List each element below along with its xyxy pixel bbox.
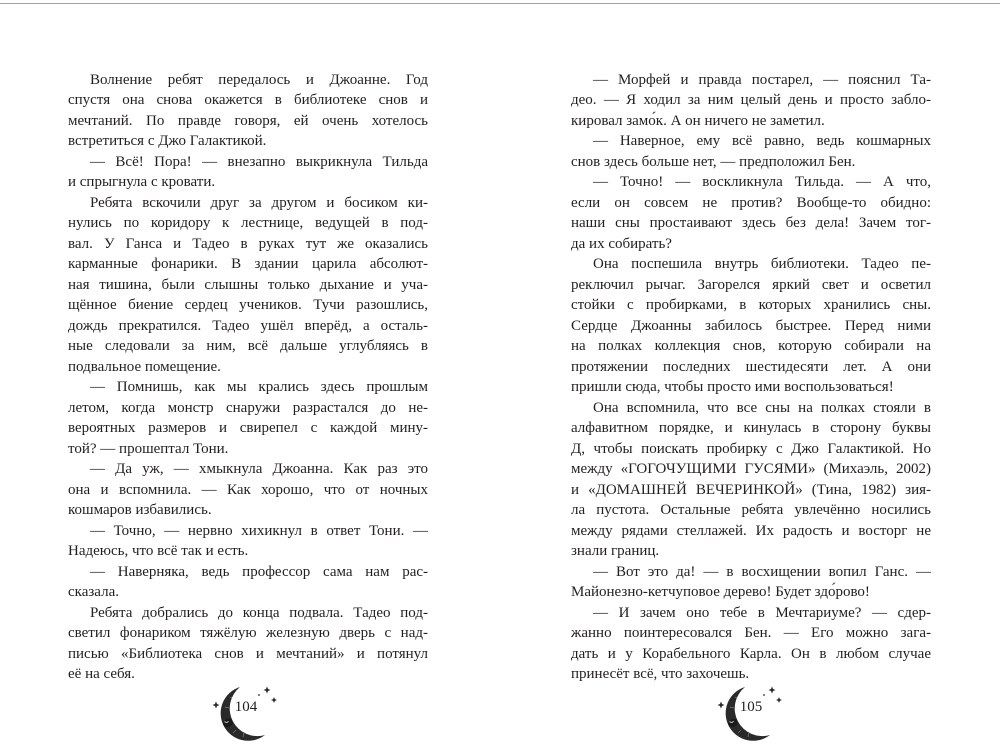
- text-line: если он совсем не против? Вообще-то обидно:: [571, 194, 931, 211]
- paragraph: [571, 131, 931, 172]
- paragraph: [571, 603, 931, 685]
- text-line: — Точно, — нервно хихикнул в ответ Тони. —: [90, 522, 428, 539]
- text-line: жанно поинтересовался Бен. — Его можно зага-: [571, 625, 931, 642]
- paragraph: [68, 193, 428, 377]
- page-ornament: [210, 683, 282, 747]
- text-line: её на себя.: [68, 666, 135, 683]
- text-line: да их собирать?: [571, 235, 672, 252]
- text-line: — Помнишь, как мы крались здесь прошлым: [90, 379, 428, 396]
- text-line: — Наверное, ему всё равно, ведь кошмарных: [593, 133, 931, 150]
- paragraph: [68, 603, 428, 685]
- text-line: подвальное помещение.: [68, 358, 221, 375]
- text-line: алфавитном порядке, и кинулась в сторону буквы: [571, 420, 931, 437]
- text-line: принесёт всё, что захочешь.: [571, 666, 750, 683]
- text-line: ная тишина, были слышны только дыхание и уча-: [68, 276, 428, 293]
- text-line: знали границ.: [571, 543, 660, 560]
- text-line: — Морфей и правда постарел, — пояснил Та-: [593, 72, 931, 88]
- text-line: Ребята добрались до конца подвала. Тадео под-: [90, 604, 428, 621]
- text-line: кировал замо́к. А он ничего не заметил.: [571, 112, 825, 129]
- text-line: протяжении последних шестидесяти лет. А они: [571, 358, 931, 375]
- text-line: Д, чтобы поискать пробирку с Джо Галактикой. Но: [571, 440, 931, 457]
- text-line: щённое биение сердец учеников. Тучи разошлись,: [68, 297, 428, 314]
- paragraph: [68, 562, 428, 603]
- star-icon: [769, 687, 776, 694]
- text-line: летом, когда монстр снаружи разрастался до не-: [68, 399, 428, 416]
- text-line: снов здесь больше нет, — предположил Бен.: [571, 153, 856, 170]
- text-line: стойки с пробирками, в которых хранились сны.: [571, 297, 931, 314]
- text-line: светил фонариком тяжёлую железную дверь с над-: [68, 625, 428, 642]
- text-line: Ребята вскочили друг за другом и босиком ки-: [90, 194, 428, 211]
- text-line: писью «Библиотека снов и мечтаний» и потянул: [68, 645, 428, 662]
- text-line: она и вспомнила. — Как хорошо, что от ночных: [68, 481, 428, 498]
- text-line: встретиться с Джо Галактикой.: [68, 133, 267, 150]
- text-line: на полках коллекция снов, которую собирали на: [571, 338, 931, 355]
- star-dot-icon: [763, 694, 765, 696]
- text-line: — Точно! — воскликнула Тильда. — А что,: [593, 174, 931, 191]
- star-icon: [776, 697, 782, 703]
- paragraph: [68, 521, 428, 562]
- text-line: дождь прекратился. Тадео ушёл вперёд, а осталь-: [68, 317, 428, 334]
- paragraph: [571, 70, 931, 131]
- text-line: Она вспомнила, что все сны на полках стояли в: [593, 399, 931, 416]
- page-number: 104: [234, 699, 258, 715]
- text-line: и спрыгнула с кровати.: [68, 174, 216, 191]
- star-icon: [271, 697, 277, 703]
- paragraph: [571, 398, 931, 562]
- paragraph: [571, 172, 931, 254]
- paragraph: [68, 70, 428, 152]
- text-line: мечтаний. По правде говоря, ей очень хотелось: [68, 112, 428, 129]
- paragraph: [571, 562, 931, 603]
- paragraph: [571, 254, 931, 397]
- text-line: Сердце Джоанны забилось быстрее. Перед ними: [571, 317, 931, 334]
- text-line: — Да уж, — хмыкнула Джоанна. Как раз это: [90, 461, 428, 478]
- text-line: — Всё! Пора! — внезапно выкрикнула Тильда: [90, 153, 428, 170]
- text-line: ные следовали за ним, всё дальше углубляясь в: [68, 338, 428, 355]
- star-dot-icon: [258, 694, 260, 696]
- text-line: той? — прошептал Тони.: [68, 440, 229, 457]
- paragraph: [68, 459, 428, 520]
- text-line: между рядами стеллажей. Их радость и восторг не: [571, 522, 931, 539]
- page-text: [68, 70, 428, 685]
- text-line: Она поспешила внутрь библиотеки. Тадео пе-: [593, 256, 931, 273]
- star-icon: [213, 702, 220, 709]
- star-icon: [718, 702, 725, 709]
- text-line: — И зачем оно тебе в Мечтариуме? — сдер-: [593, 604, 931, 621]
- star-icon: [264, 687, 271, 694]
- text-line: — Вот это да! — в восхищении вопил Ганс. —: [593, 563, 931, 580]
- text-line: вероятных размеров и свирепел с каждой мину-: [68, 420, 428, 437]
- text-line: и «ДОМАШНЕЙ ВЕЧЕРИНКОЙ» (Тина, 1982) зия-: [571, 481, 931, 498]
- text-line: спустя она снова окажется в библиотеке снов и: [68, 92, 428, 109]
- text-line: кошмаров избавились.: [68, 502, 212, 519]
- paragraph: [68, 152, 428, 193]
- paragraph: [68, 377, 428, 459]
- text-line: нулись по коридору к лестнице, ведущей в под-: [68, 215, 428, 232]
- text-line: Волнение ребят передалось и Джоанне. Год: [90, 72, 428, 88]
- text-line: между «ГОГОЧУЩИМИ ГУСЯМИ» (Михаэль, 2002): [571, 461, 931, 478]
- text-line: — Наверняка, ведь профессор сама нам рас-: [90, 563, 428, 580]
- page-ornament: [715, 683, 787, 747]
- text-line: наши сны простаивают здесь без дела! Зачем тог-: [571, 215, 931, 232]
- text-line: Майонезно-кетчуповое дерево! Будет здо́рово!: [571, 584, 870, 601]
- text-line: део. — Я ходил за ним целый день и просто забло-: [571, 92, 931, 109]
- page-text: [571, 70, 931, 685]
- text-line: вал. У Ганса и Тадео в руках тут же оказались: [68, 235, 428, 252]
- text-line: дать и у Корабельного Карла. Он в любом случае: [571, 645, 931, 662]
- text-line: Надеюсь, что всё так и есть.: [68, 543, 249, 560]
- text-line: карманные фонарики. В здании царила абсолют-: [68, 256, 428, 273]
- text-line: реключил рычаг. Загорелся яркий свет и осветил: [571, 276, 931, 293]
- text-line: сказала.: [68, 584, 119, 601]
- text-line: ла пустота. Остальные ребята увлечённо носились: [571, 502, 931, 519]
- page-number: 105: [739, 699, 763, 715]
- text-line: пришли сюда, чтобы просто ими воспользоваться!: [571, 379, 894, 396]
- right-page: [500, 0, 1000, 751]
